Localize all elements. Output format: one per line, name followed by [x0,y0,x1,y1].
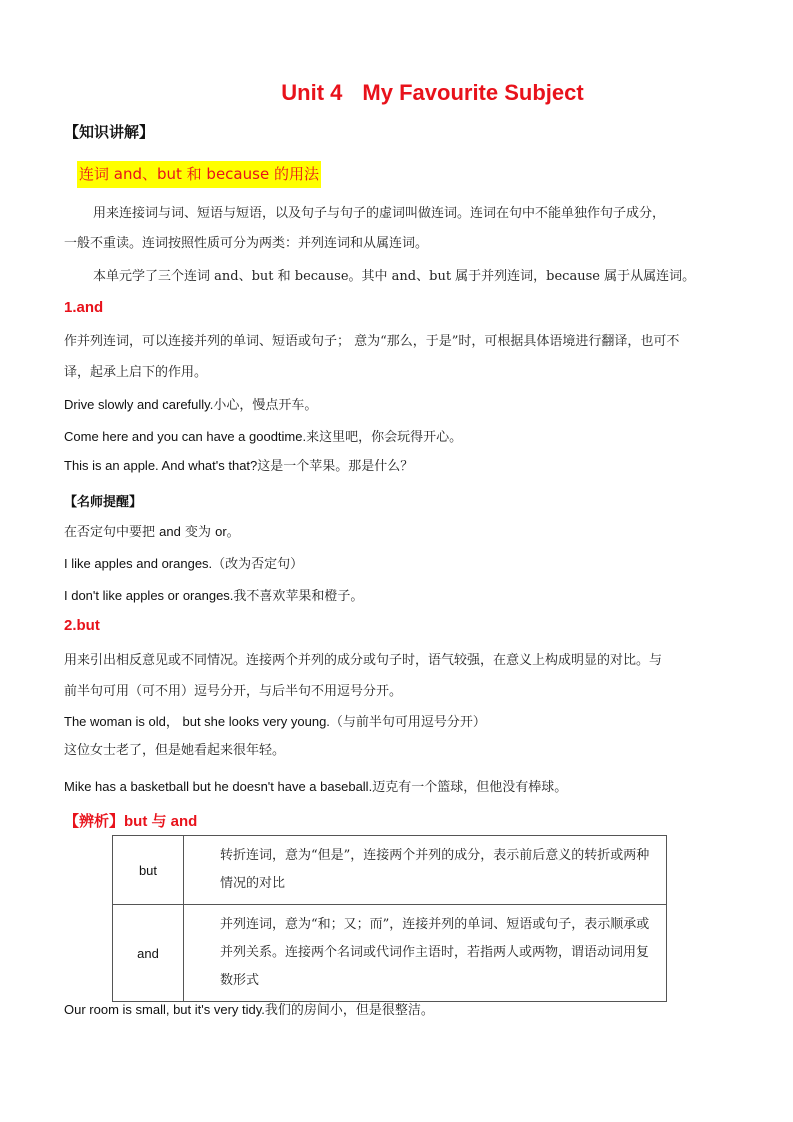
description-cell: 转折连词，意为“但是”，连接两个并列的成分，表示前后意义的转折或两种情况的对比 [184,836,667,905]
compare-heading-label: 【辨析】 [64,813,125,830]
but-example-2 [64,778,567,797]
term-cell: and [113,905,184,1002]
compare-heading-topic: but 与 and [124,813,198,830]
final-example [64,1001,434,1020]
tip-text: 。 [226,525,240,540]
example-english: I like apples and oranges. [64,556,213,571]
example-english: Come here and you can have a goodtime. [64,429,307,444]
example-english: Drive slowly and carefully. [64,397,214,412]
example-english: Our room is small, but it's very tidy. [64,1002,265,1017]
intro-paragraph-1-line-1: 用来连接词与词、短语与短语，以及句子与句子的虚词叫做连词。连词在句中不能单独作句子成分， [93,206,666,221]
section-heading: 【知识讲解】 [64,123,155,141]
and-example-3 [64,457,413,476]
and-heading: 1.and [64,299,104,316]
table-row [113,905,667,1002]
and-example-2 [64,428,462,447]
but-description-line-1: 用来引出相反意见或不同情况。连接两个并列的成分或句子时，语气较强，在意义上构成明显的对比。与 [64,653,663,668]
teacher-tip-heading: 【名师提醒】 [64,495,143,510]
table-row [113,836,667,905]
tip-example-2 [64,587,363,606]
intro-paragraph-2: 本单元学了三个连词 and、but 和 because。其中 and、but 属于并列连词，because 属于从属连词。 [93,269,696,284]
tip-text: 变为 [180,525,216,540]
example-english: Mike has a basketball but he doesn't have a baseball. [64,779,373,794]
comparison-table [112,835,667,1002]
and-example-1 [64,396,317,415]
tip-keyword-or: or [215,524,227,539]
example-english: I don't like apples or oranges. [64,588,234,603]
but-example-1 [64,713,486,732]
teacher-tip-line [64,523,240,542]
example-chinese: 小心，慢点开车。 [213,398,318,413]
example-chinese: （改为否定句） [212,557,304,572]
example-english: The woman is old， but she looks very young. [64,714,330,729]
and-description-line-1: 作并列连词，可以连接并列的单词、短语或句子； 意为“那么，于是”时，可根据具体语境进行翻译，也可不 [64,334,680,349]
page-title [0,80,793,106]
tip-example-1 [64,555,303,574]
intro-paragraph-1-line-2: 一般不重读。连词按照性质可分为两类：并列连词和从属连词。 [64,236,429,251]
but-example-1-translation: 这位女士老了，但是她看起来很年轻。 [64,743,286,758]
description-cell: 并列连词，意为“和；又；而”，连接并列的单词、短语或句子，表示顺承或并列关系。连接两个名词或代词作主语时，若指两人或两物，谓语动词用复数形式 [184,905,667,1002]
title-name: My Favourite Subject [362,80,584,105]
tip-keyword-and: and [159,524,181,539]
example-chinese: （与前半句可用逗号分开） [329,715,486,730]
example-english: This is an apple. And what's that? [64,458,258,473]
and-description-line-2: 译，起承上启下的作用。 [64,365,208,380]
compare-heading [64,810,197,831]
but-heading: 2.but [64,617,100,634]
but-description-line-2: 前半句可用（可不用）逗号分开，与后半句不用逗号分开。 [64,684,403,699]
tip-text: 在否定句中要把 [64,525,160,540]
example-chinese: 来这里吧，你会玩得开心。 [306,430,463,445]
example-chinese: 我们的房间小，但是很整洁。 [264,1003,434,1018]
example-chinese: 我不喜欢苹果和橙子。 [233,589,364,604]
term-cell: but [113,836,184,905]
example-chinese: 这是一个苹果。那是什么？ [257,459,414,474]
example-chinese: 迈克有一个篮球，但他没有棒球。 [372,780,568,795]
title-unit: Unit 4 [281,80,343,105]
highlight-heading: 连词 and、but 和 because 的用法 [77,161,321,188]
